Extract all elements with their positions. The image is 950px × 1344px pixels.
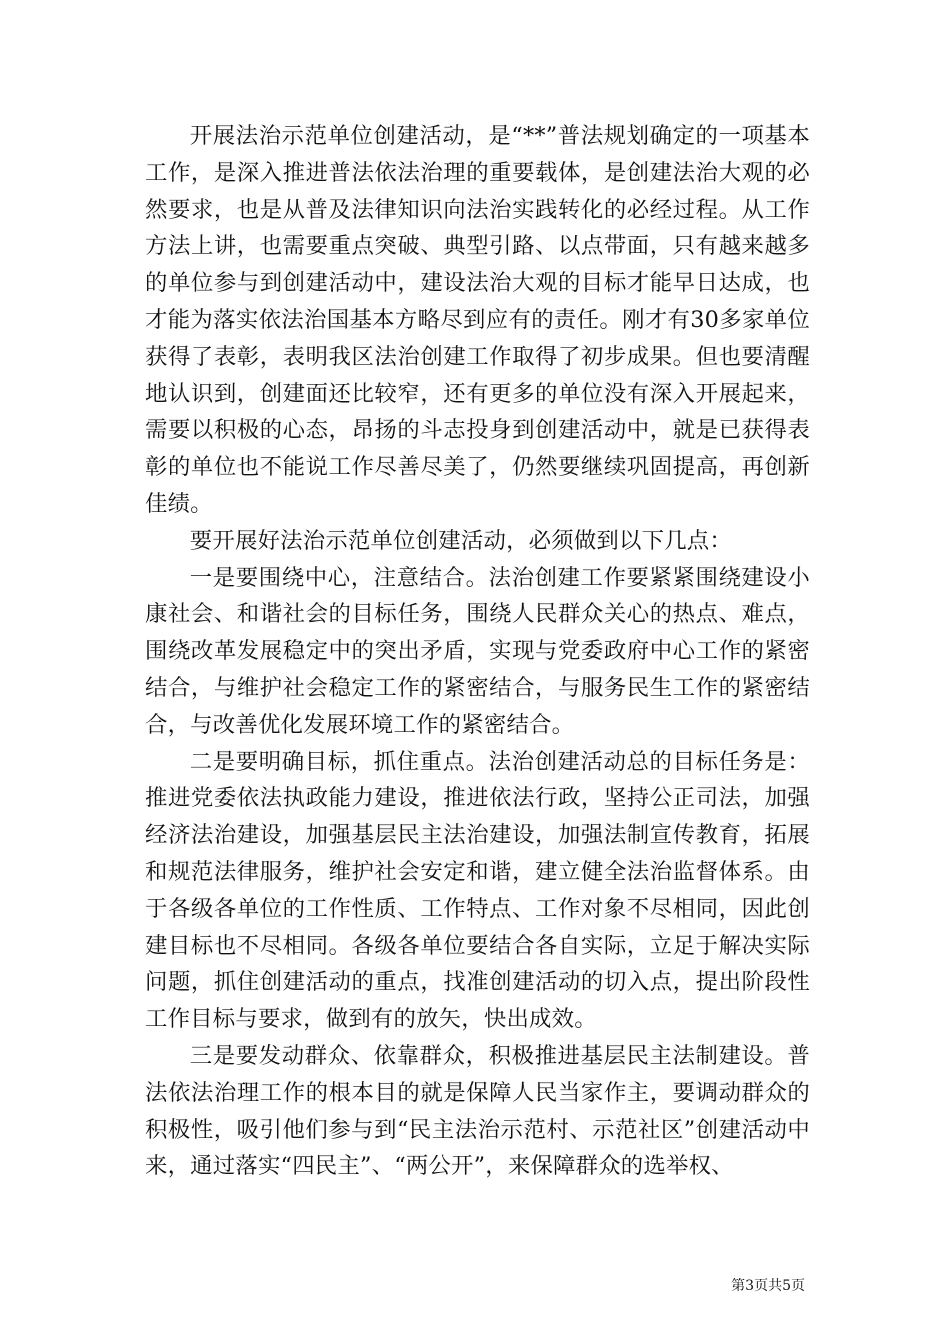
page-number: 第3页共5页	[731, 1278, 805, 1294]
paragraph-5: 三是要发动群众、依靠群众，积极推进基层民主法制建设。普法依法治理工作的根本目的就是保障人民当家作主，要调动群众的积极性，吸引他们参与到“民主法治示范村、示范社区”创建活动中来，通过落实“四民主”、“两公开”，来保障群众的选举权、	[145, 1042, 810, 1180]
document-body	[145, 118, 810, 1185]
paragraph-1: 开展法治示范单位创建活动，是“**”普法规划确定的一项基本工作，是深入推进普法依法治理的重要载体，是创建法治大观的必然要求，也是从普及法律知识向法治实践转化的必经过程。从工作方法上讲，也需要重点突破、典型引路、以点带面，只有越来越多的单位参与到创建活动中，建设法治大观的目标才能早日达成，也才能为落实依法治国基本方略尽到应有的责任。刚才有30多家单位获得了表彰，表明我区法治创建工作取得了初步成果。但也要清醒地认识到，创建面还比较窄，还有更多的单位没有深入开展起来，需要以积极的心态，昂扬的斗志投身到创建活动中，就是已获得表彰的单位也不能说工作尽善尽美了，仍然要继续巩固提高，再创新佳绩。	[145, 123, 810, 517]
paragraph-4: 二是要明确目标，抓住重点。法治创建活动总的目标任务是：推进党委依法执政能力建设，推进依法行政，坚持公正司法，加强经济法治建设，加强基层民主法治建设，加强法制宣传教育，拓展和规范法律服务，维护社会安定和谐，建立健全法治监督体系。由于各级各单位的工作性质、工作特点、工作对象不尽相同，因此创建目标也不尽相同。各级各单位要结合各自实际，立足于解决实际问题，抓住创建活动的重点，找准创建活动的切入点，提出阶段性工作目标与要求，做到有的放矢，快出成效。	[145, 748, 810, 1033]
paragraph-3: 一是要围绕中心，注意结合。法治创建工作要紧紧围绕建设小康社会、和谐社会的目标任务，围绕人民群众关心的热点、难点，围绕改革发展稳定中的突出矛盾，实现与党委政府中心工作的紧密结合，与维护社会稳定工作的紧密结合，与服务民生工作的紧密结合，与改善优化发展环境工作的紧密结合。	[145, 564, 810, 738]
paragraph-2: 要开展好法治示范单位创建活动，必须做到以下几点：	[189, 527, 732, 554]
